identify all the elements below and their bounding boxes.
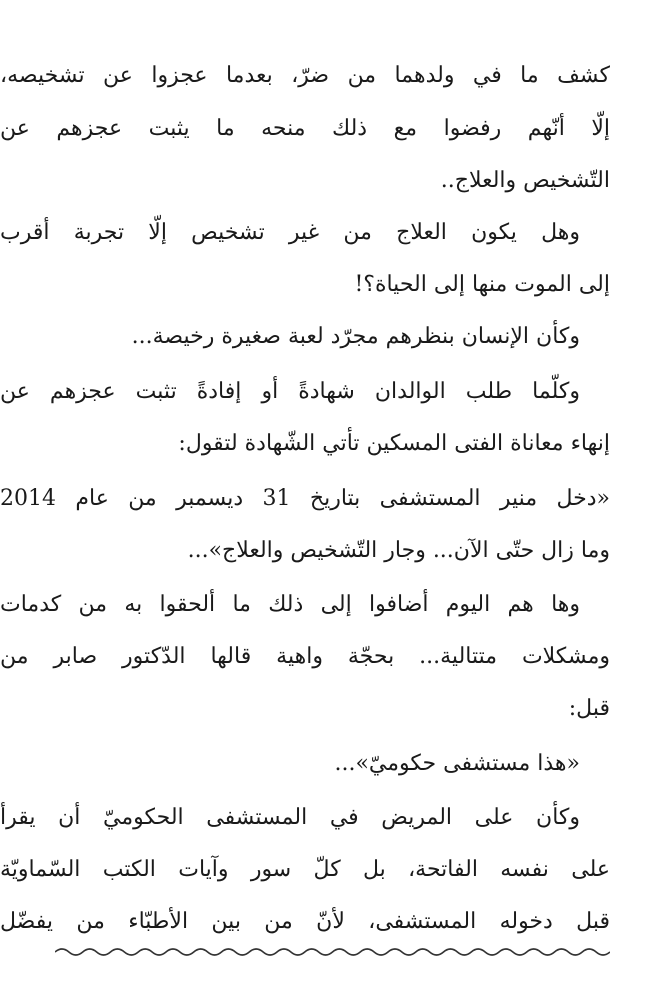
quote-line: «دخل منير المستشفى بتاريخ 31 ديسمبر من عام 2014 [0,486,610,511]
text-line: قبل دخوله المستشفى، لأنّ من بين الأطبّاء من يفضّل [0,909,610,934]
text-line: إنهاء معاناة الفتى المسكين تأتي الشّهادة لتقول: [178,431,610,456]
paragraph-start-line: وكأن على المريض في المستشفى الحكوميّ أن يقرأ [0,805,580,830]
quote-line: وما زال حتّى الآن... وجار التّشخيص والعلاج»... [187,538,610,563]
text-line: إلى الموت منها إلى الحياة؟! [354,272,610,297]
text-line: قبل: [568,696,610,721]
text-line: كشف ما في ولدهما من ضرّ، بعدما عجزوا عن تشخيصه، [0,63,610,88]
text-line: على نفسه الفاتحة، بل كلّ سور وآيات الكتب السّماويّة [0,857,610,882]
paragraph-start-line: وكأن الإنسان بنظرهم مجرّد لعبة صغيرة رخيصة... [131,324,580,349]
paragraph-start-line: وهل يكون العلاج من غير تشخيص إلّا تجربة أقرب [0,220,580,245]
text-line: التّشخيص والعلاج.. [440,168,610,193]
paragraph-start-line: وكلّما طلب الوالدان شهادةً أو إفادةً تثبت عجزهم عن [0,379,580,404]
paragraph-start-line: وها هم اليوم أضافوا إلى ذلك ما ألحقوا به من كدمات [0,592,580,617]
quote-line: «هذا مستشفى حكوميّ»... [334,751,580,776]
text-line: إلّا أنّهم رفضوا مع ذلك منحه ما يثبت عجزهم عن [0,116,610,141]
text-line: ومشكلات متتالية... بحجّة واهية قالها الدّكتور صابر من [0,644,610,669]
wavy-divider [55,946,610,958]
